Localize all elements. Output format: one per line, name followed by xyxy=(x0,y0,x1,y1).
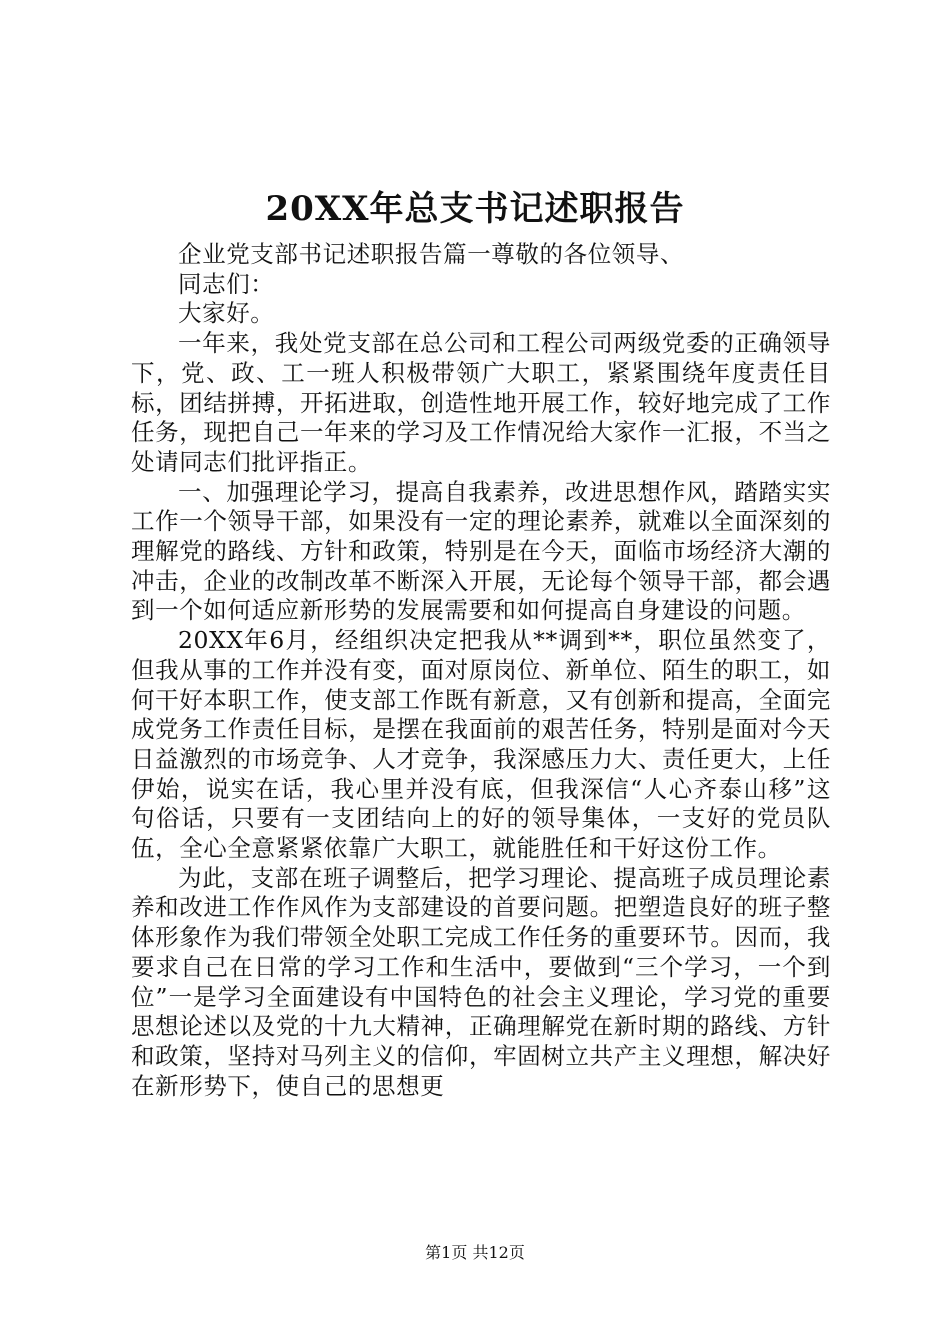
paragraph-intro: 一年来，我处党支部在总公司和工程公司两级党委的正确领导下，党、政、工一班人积极带领广大职工，紧紧围绕年度责任目标，团结拼搏，开拓进取，创造性地开展工作，较好地完成了工作任务，现把自己一年来的学习及工作情况给大家作一汇报，不当之处请同志们批评指正。 xyxy=(131,329,831,476)
page-number: 第1页 xyxy=(425,1243,468,1262)
paragraph-transfer: 20XX年6月，经组织决定把我从**调到**，职位虽然变了，但我从事的工作并没有变，面对原岗位、新单位、陌生的职工，如何干好本职工作，使支部工作既有新意，又有创新和提高，全面完成党务工作责任目标，是摆在我面前的艰苦任务，特别是面对今天日益激烈的市场竞争、人才竞争，我深感压力大、责任更大，上任伊始，说实在话，我心里并没有底，但我深信“人心齐泰山移”这句俗话，只要有一支团结向上的好的领导集体，一支好的党员队伍，全心全意紧紧依靠广大职工，就能胜任和干好这份工作。 xyxy=(131,626,831,863)
paragraph-greeting-2: 同志们： xyxy=(178,269,275,298)
paragraph-greeting-1: 企业党支部书记述职报告篇一尊敬的各位领导、 xyxy=(178,240,685,268)
paragraph-greeting-3: 大家好。 xyxy=(178,299,275,328)
page-footer xyxy=(0,1242,950,1264)
document-title: 20XX年总支书记述职报告 xyxy=(265,189,685,229)
paragraph-study: 为此，支部在班子调整后，把学习理论、提高班子成员理论素养和改进工作作风作为支部建设的首要问题。把塑造良好的班子整体形象作为我们带领全处职工完成工作任务的重要环节。因而，我要求自己在日常的学习工作和生活中，要做到“三个学习，一个到位”一是学习全面建设有中国特色的社会主义理论，学习党的重要思想论述以及党的十九大精神，正确理解党在新时期的路线、方针和政策，坚持对马列主义的信仰，牢固树立共产主义理想，解决好在新形势下，使自己的思想更 xyxy=(131,863,831,1100)
page-total: 共12页 xyxy=(472,1243,525,1262)
document-body xyxy=(131,240,831,1101)
paragraph-section-1: 一、加强理论学习，提高自我素养，改进思想作风，踏踏实实工作一个领导干部，如果没有一定的理论素养，就难以全面深刻的理解党的路线、方针和政策，特别是在今天，面临市场经济大潮的冲击，企业的改制改革不断深入开展，无论每个领导干部，都会遇到一个如何适应新形势的发展需要和如何提高自身建设的问题。 xyxy=(131,477,831,625)
